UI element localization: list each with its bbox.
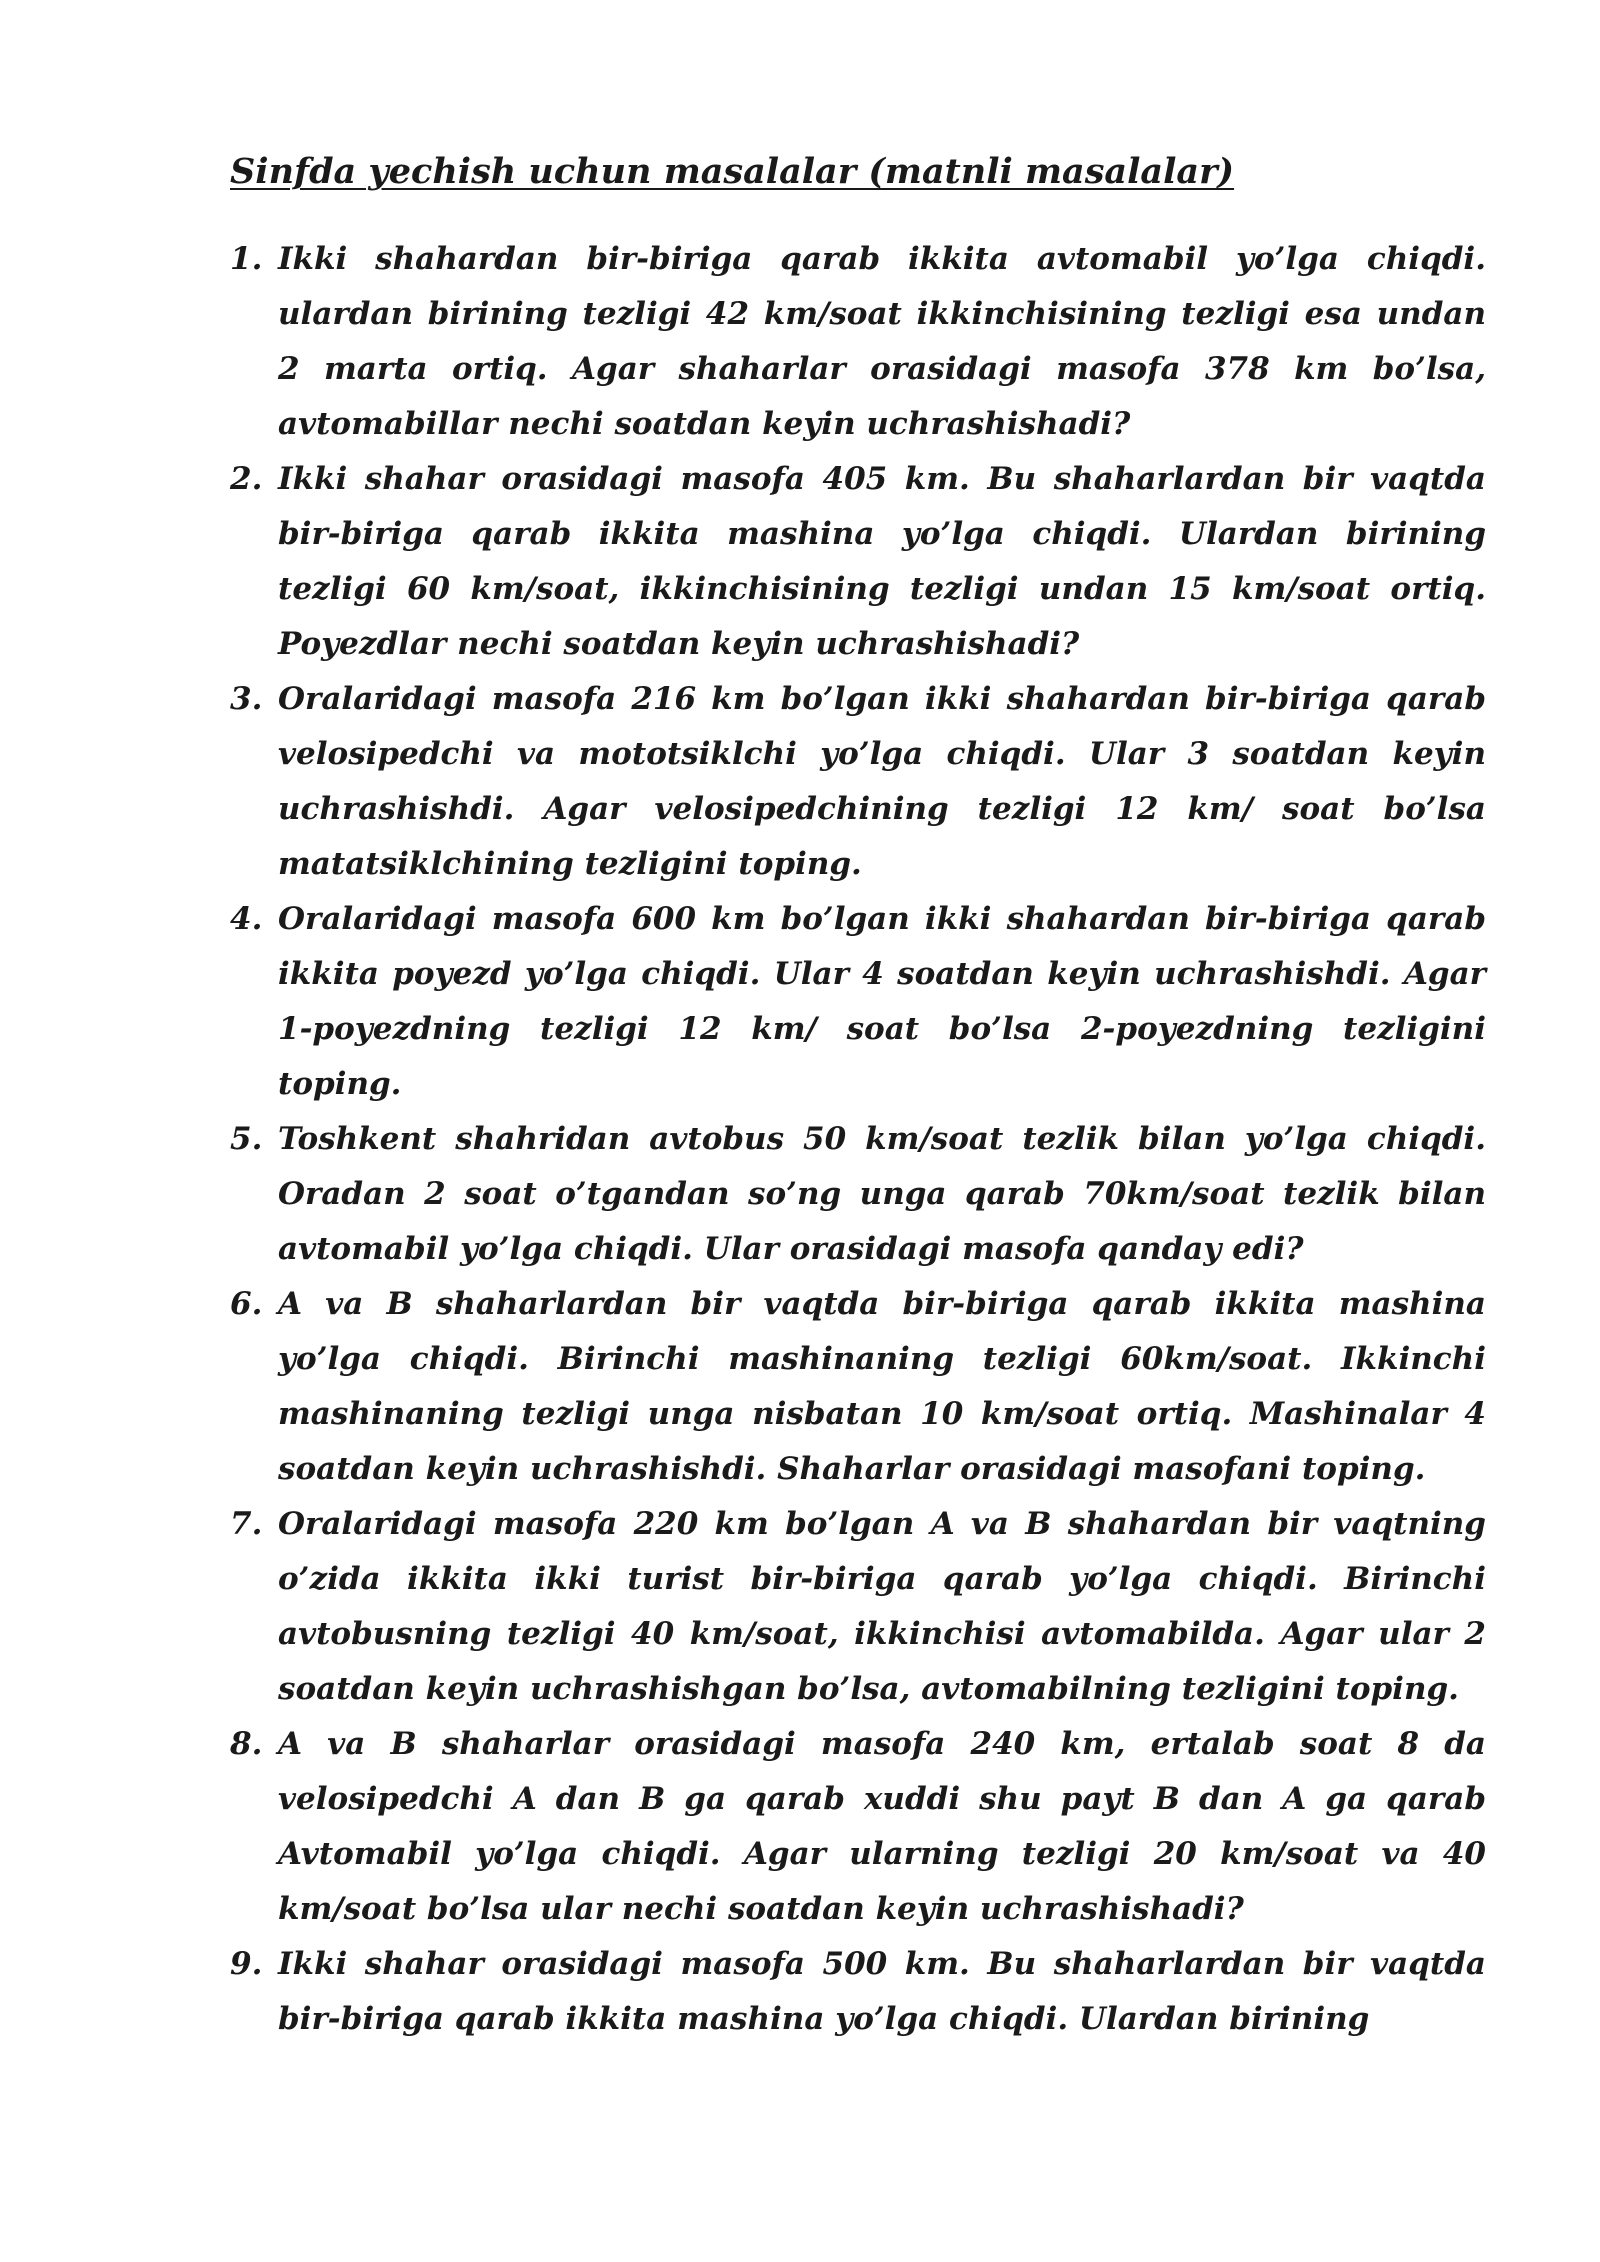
problem-item-4 [230,892,1486,1112]
problem-number: 7. [230,1506,263,1542]
problem-item-6 [230,1277,1486,1497]
problem-item-5 [230,1112,1486,1277]
problem-text: Toshkent shahridan avtobus 50 km/soat tezlik bilan yo’lga chiqdi. Oradan 2 soat o’tgandan so’ng unga qarab 70km/soat tezlik bilan avtomabil yo’lga chiqdi. Ular orasidagi masofa qanday edi? [278,1121,1486,1267]
problem-item-1 [230,232,1486,452]
problem-text: Ikki shahar orasidagi masofa 500 km. Bu shaharlardan bir vaqtda bir-biriga qarab ikkita mashina yo’lga chiqdi. Ulardan birining [278,1946,1486,2037]
problem-list [230,232,1486,2047]
problem-number: 5. [230,1121,263,1157]
problem-text: Ikki shahar orasidagi masofa 405 km. Bu shaharlardan bir vaqtda bir-biriga qarab ikkita mashina yo’lga chiqdi. Ulardan birining tezligi 60 km/soat, ikkinchisining tezligi undan 15 km/soat ortiq. Poyezdlar nechi soatdan keyin uchrashishadi? [278,461,1486,662]
problem-item-8 [230,1717,1486,1937]
problem-number: 1. [230,241,263,277]
problem-text: Ikki shahardan bir-biriga qarab ikkita avtomabil yo’lga chiqdi. ulardan birining tezligi 42 km/soat ikkinchisining tezligi esa undan 2 marta ortiq. Agar shaharlar orasidagi masofa 378 km bo’lsa, avtomabillar nechi soatdan keyin uchrashishadi? [278,241,1486,442]
problem-number: 6. [230,1286,263,1322]
page-title: Sinfda yechish uchun masalalar (matnli masalalar) [230,151,1235,192]
problem-item-3 [230,672,1486,892]
problem-text: A va B shaharlardan bir vaqtda bir-biriga qarab ikkita mashina yo’lga chiqdi. Birinchi mashinaning tezligi 60km/soat. Ikkinchi mashinaning tezligi unga nisbatan 10 km/soat ortiq. Mashinalar 4 soatdan keyin uchrashishdi. Shaharlar orasidagi masofani toping. [278,1286,1486,1487]
problem-text: Oralaridagi masofa 216 km bo’lgan ikki shahardan bir-biriga qarab velosipedchi va mototsiklchi yo’lga chiqdi. Ular 3 soatdan keyin uchrashishdi. Agar velosipedchining tezligi 12 km/ soat bo’lsa matatsiklchining tezligini toping. [278,681,1486,882]
problem-number: 3. [230,681,263,717]
problem-number: 8. [230,1726,263,1762]
problem-number: 9. [230,1946,263,1982]
problem-item-2 [230,452,1486,672]
problem-number: 4. [230,901,263,937]
problem-text: Oralaridagi masofa 600 km bo’lgan ikki shahardan bir-biriga qarab ikkita poyezd yo’lga chiqdi. Ular 4 soatdan keyin uchrashishdi. Agar 1-poyezdning tezligi 12 km/ soat bo’lsa 2-poyezdning tezligini toping. [278,901,1486,1102]
problem-item-7 [230,1497,1486,1717]
problem-item-9 [230,1937,1486,2047]
problem-text: Oralaridagi masofa 220 km bo’lgan A va B shahardan bir vaqtning o’zida ikkita ikki turist bir-biriga qarab yo’lga chiqdi. Birinchi avtobusning tezligi 40 km/soat, ikkinchisi avtomabilda. Agar ular 2 soatdan keyin uchrashishgan bo’lsa, avtomabilning tezligini toping. [278,1506,1486,1707]
problem-text: A va B shaharlar orasidagi masofa 240 km, ertalab soat 8 da velosipedchi A dan B ga qarab xuddi shu payt B dan A ga qarab Avtomabil yo’lga chiqdi. Agar ularning tezligi 20 km/soat va 40 km/soat bo’lsa ular nechi soatdan keyin uchrashishadi? [278,1726,1486,1927]
problem-number: 2. [230,461,263,497]
